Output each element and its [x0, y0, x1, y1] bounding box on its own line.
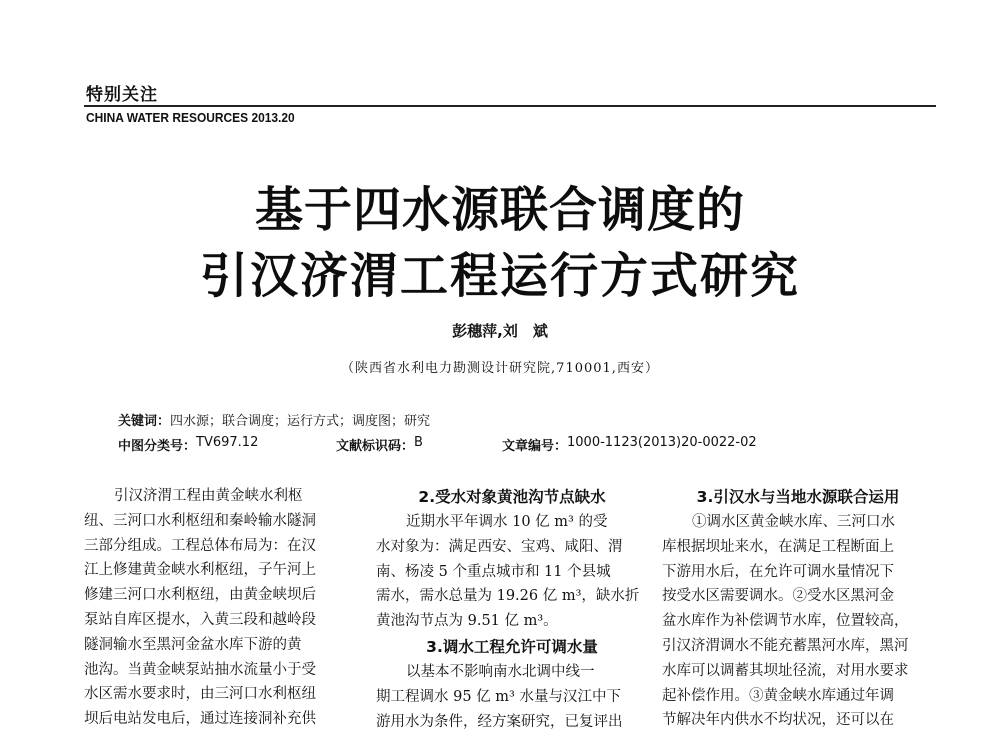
- body-line: 节解决年内供水不均状况，还可以在: [662, 712, 894, 729]
- article-number-value: 1000-1123(2013)20-0022-02: [567, 435, 757, 450]
- header-divider: [84, 105, 936, 107]
- body-line: 水对象为：满足西安、宝鸡、咸阳、渭: [376, 538, 623, 555]
- body-line: 以基本不影响南水北调中线一: [406, 663, 595, 680]
- keywords-label: 关键词：: [118, 414, 171, 429]
- body-line: 游用水为条件，经方案研究，已复评出: [376, 713, 623, 730]
- body-line: 黄池沟节点为 9.51 亿 m³。: [376, 613, 558, 630]
- affiliation: （陕西省水利电力勘测设计研究院,710001,西安）: [341, 361, 659, 376]
- paper-title-line2: 引汉济渭工程运行方式研究: [199, 248, 800, 304]
- clc-label: 中图分类号：: [118, 439, 197, 454]
- clc-value: TV697.12: [196, 435, 259, 450]
- body-line: 期工程调水 95 亿 m³ 水量与汉江中下: [376, 688, 621, 705]
- body-line: 起补偿作用。③黄金峡水库通过年调: [662, 687, 894, 704]
- body-line: 江上修建黄金峡水利枢纽，子午河上: [84, 562, 316, 579]
- article-number-label: 文章编号：: [502, 439, 568, 454]
- section-heading: 3.调水工程允许可调水量: [426, 637, 598, 656]
- body-line: 近期水平年调水 10 亿 m³ 的受: [406, 514, 608, 530]
- body-column-2: [376, 484, 648, 734]
- body-column-3: [662, 484, 934, 733]
- body-line: 水区需水要求时，由三河口水利枢纽: [84, 686, 316, 703]
- body-line: 库根据坝址来水，在满足工程断面上: [662, 538, 894, 555]
- doc-code-label: 文献标识码：: [336, 439, 415, 454]
- body-line: 坝后电站发电后，通过连接洞补充供: [84, 711, 316, 728]
- journal-name: CHINA WATER RESOURCES 2013.20: [86, 110, 295, 125]
- body-line: 下游用水后，在允许可调水量情况下: [662, 563, 894, 580]
- doc-code-value: B: [414, 435, 423, 450]
- body-line: 隧洞输水至黑河金盆水库下游的黄: [84, 636, 302, 653]
- body-line: 水库可以调蓄其坝址径流，对用水要求: [662, 662, 909, 679]
- section-label: 特别关注: [86, 85, 158, 105]
- body-line: 需水，需水总量为 19.26 亿 m³，缺水折: [376, 588, 640, 605]
- body-column-1: [84, 484, 356, 732]
- keywords-line: [118, 410, 430, 429]
- body-line: 引汉济渭调水不能充蓄黑河水库，黑河: [662, 637, 909, 654]
- body-line: 池沟。当黄金峡泵站抽水流量小于受: [84, 661, 316, 678]
- section-heading: 2.受水对象黄池沟节点缺水: [418, 488, 606, 506]
- body-line: 南、杨凌 5 个重点城市和 11 个县城: [376, 563, 611, 580]
- keywords-value: 四水源；联合调度；运行方式；调度图；研究: [170, 414, 431, 429]
- body-line: 泵站自库区提水，入黄三段和越岭段: [84, 611, 316, 628]
- body-line: 三部分组成。工程总体布局为：在汉: [84, 537, 316, 554]
- body-line: 盆水库作为补偿调节水库，位置较高，: [662, 613, 909, 630]
- author-list: 彭穗萍,刘 斌: [452, 322, 548, 340]
- paper-title-line1: 基于四水源联合调度的: [254, 182, 745, 238]
- body-line: 纽、三河口水利枢纽和秦岭输水隧洞: [84, 512, 316, 529]
- body-line: ①调水区黄金峡水库、三河口水: [692, 514, 895, 530]
- section-heading: 3.引汉水与当地水源联合运用: [696, 488, 900, 506]
- body-line: 修建三河口水利枢纽，由黄金峡坝后: [84, 587, 316, 604]
- body-line: 引汉济渭工程由黄金峡水利枢: [114, 488, 303, 504]
- body-line: 按受水区需要调水。②受水区黑河金: [662, 588, 894, 605]
